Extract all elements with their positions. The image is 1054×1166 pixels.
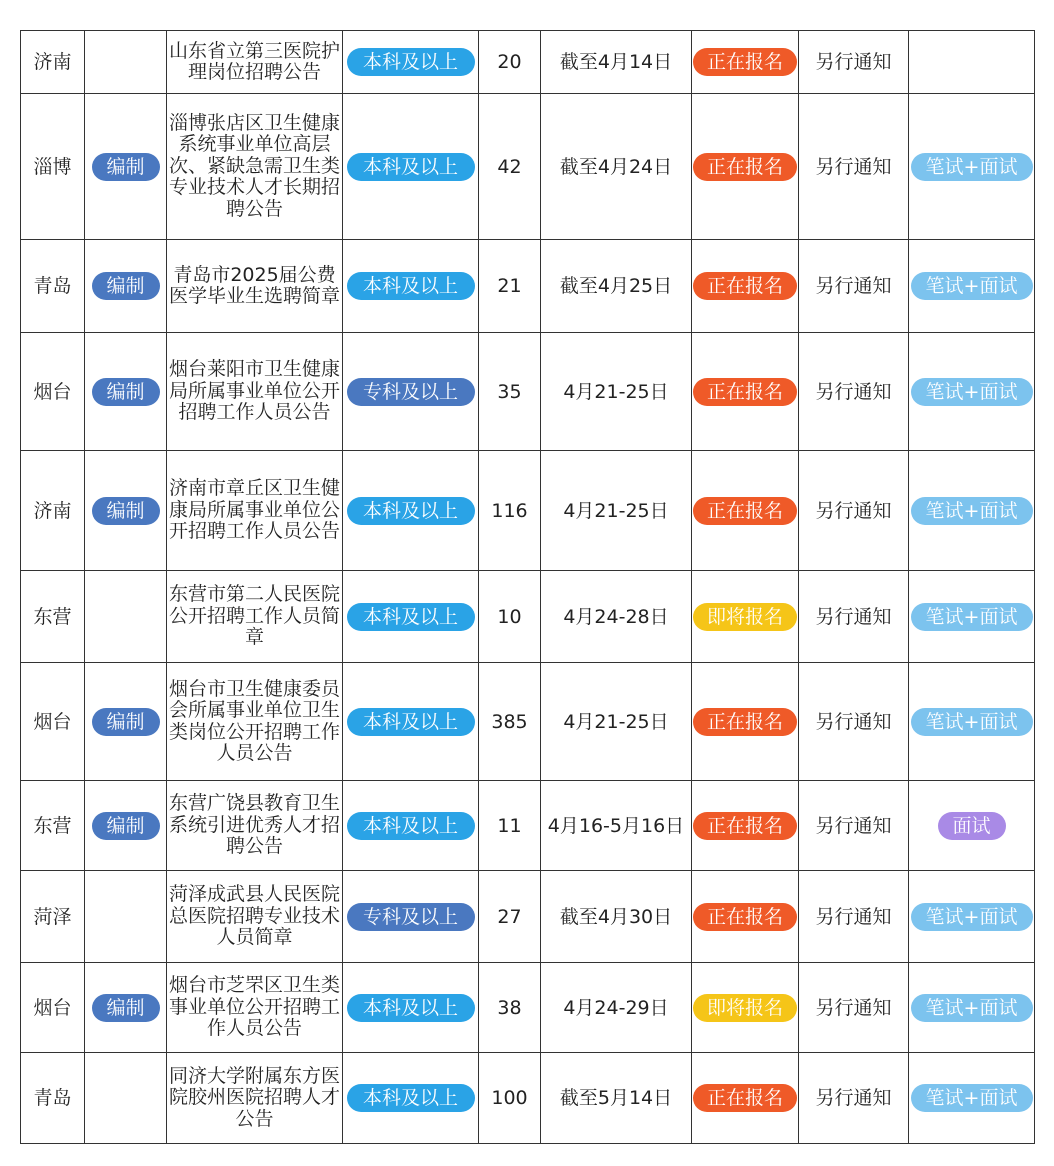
exam-type-badge: 面试: [938, 812, 1006, 840]
city-text: 烟台: [33, 996, 72, 1019]
headcount-cell: [479, 571, 541, 663]
exam-type-badge: 笔试+面试: [911, 994, 1033, 1022]
status-badge: 正在报名: [693, 272, 797, 300]
exam-type-badge: 笔试+面试: [911, 603, 1033, 631]
notice-cell: [799, 240, 909, 333]
headcount-text: 38: [497, 996, 522, 1019]
date-cell: [541, 963, 692, 1053]
headcount-cell: [479, 1053, 541, 1144]
notice-text: 另行通知: [815, 155, 892, 178]
exam-cell: [909, 1053, 1035, 1144]
exam-type-badge: 笔试+面试: [911, 497, 1033, 525]
date-cell: [541, 451, 692, 571]
announcement-title: 淄博张店区卫生健康系统事业单位高层次、紧缺急需卫生类专业技术人才长期招聘公告: [169, 111, 341, 220]
exam-type-badge: 笔试+面试: [911, 153, 1033, 181]
status-cell: [692, 663, 799, 781]
exam-type-badge: 笔试+面试: [911, 378, 1033, 406]
status-badge: 即将报名: [693, 994, 797, 1022]
city-cell: [21, 1053, 85, 1144]
table-row: [21, 663, 1035, 781]
date-cell: [541, 571, 692, 663]
title-cell: [167, 571, 343, 663]
bianzhi-badge: 编制: [92, 994, 160, 1022]
city-cell: [21, 571, 85, 663]
city-text: 淄博: [33, 155, 72, 178]
bianzhi-cell: [85, 333, 167, 451]
headcount-text: 27: [497, 905, 522, 928]
table-row: [21, 1053, 1035, 1144]
status-cell: [692, 451, 799, 571]
education-cell: [343, 333, 479, 451]
exam-type-badge: 笔试+面试: [911, 708, 1033, 736]
notice-text: 另行通知: [815, 51, 892, 73]
table-body: [21, 31, 1035, 1144]
exam-cell: [909, 963, 1035, 1053]
education-badge: 本科及以上: [347, 272, 475, 300]
city-text: 烟台: [33, 380, 72, 403]
headcount-text: 11: [497, 814, 522, 837]
education-badge: 本科及以上: [347, 48, 475, 76]
education-cell: [343, 663, 479, 781]
registration-date: 4月24-28日: [563, 605, 669, 628]
headcount-text: 42: [497, 155, 522, 178]
bianzhi-badge: 编制: [92, 812, 160, 840]
title-cell: [167, 781, 343, 871]
headcount-text: 10: [497, 605, 522, 628]
date-cell: [541, 94, 692, 240]
headcount-text: 21: [497, 275, 522, 297]
notice-cell: [799, 94, 909, 240]
headcount-cell: [479, 781, 541, 871]
announcement-title: 烟台莱阳市卫生健康局所属事业单位公开招聘工作人员公告: [169, 358, 341, 424]
announcement-title: 东营市第二人民医院公开招聘工作人员简章: [169, 583, 341, 649]
status-badge: 即将报名: [693, 603, 797, 631]
status-badge: 正在报名: [693, 497, 797, 525]
title-cell: [167, 663, 343, 781]
education-badge: 本科及以上: [347, 497, 475, 525]
registration-date: 截至5月14日: [559, 1087, 673, 1109]
education-badge: 专科及以上: [347, 903, 475, 931]
city-cell: [21, 963, 85, 1053]
city-cell: [21, 333, 85, 451]
headcount-text: 385: [491, 710, 528, 733]
table-row: [21, 333, 1035, 451]
title-cell: [167, 240, 343, 333]
city-cell: [21, 31, 85, 94]
notice-text: 另行通知: [815, 710, 892, 733]
table-row: [21, 871, 1035, 963]
title-cell: [167, 963, 343, 1053]
status-cell: [692, 31, 799, 94]
bianzhi-cell: [85, 451, 167, 571]
education-cell: [343, 31, 479, 94]
bianzhi-cell: [85, 963, 167, 1053]
bianzhi-cell: [85, 571, 167, 663]
title-cell: [167, 333, 343, 451]
city-cell: [21, 451, 85, 571]
bianzhi-badge: 编制: [92, 708, 160, 736]
city-cell: [21, 871, 85, 963]
city-cell: [21, 240, 85, 333]
exam-cell: [909, 451, 1035, 571]
notice-cell: [799, 571, 909, 663]
title-cell: [167, 451, 343, 571]
headcount-cell: [479, 240, 541, 333]
education-badge: 本科及以上: [347, 153, 475, 181]
exam-cell: [909, 663, 1035, 781]
table-row: [21, 240, 1035, 333]
exam-cell: [909, 94, 1035, 240]
bianzhi-cell: [85, 94, 167, 240]
table-row: [21, 451, 1035, 571]
exam-cell: [909, 240, 1035, 333]
education-cell: [343, 451, 479, 571]
registration-date: 截至4月30日: [559, 905, 673, 928]
status-cell: [692, 963, 799, 1053]
bianzhi-cell: [85, 781, 167, 871]
exam-cell: [909, 571, 1035, 663]
exam-type-badge: 笔试+面试: [911, 272, 1033, 300]
headcount-text: 100: [491, 1087, 528, 1109]
registration-date: 截至4月14日: [559, 51, 673, 73]
status-cell: [692, 571, 799, 663]
exam-cell: [909, 333, 1035, 451]
notice-text: 另行通知: [815, 605, 892, 628]
city-text: 青岛: [33, 1087, 72, 1109]
date-cell: [541, 1053, 692, 1144]
exam-cell: [909, 871, 1035, 963]
bianzhi-badge: 编制: [92, 378, 160, 406]
headcount-cell: [479, 963, 541, 1053]
registration-date: 截至4月24日: [559, 155, 673, 178]
status-badge: 正在报名: [693, 48, 797, 76]
status-badge: 正在报名: [693, 903, 797, 931]
notice-text: 另行通知: [815, 380, 892, 403]
headcount-cell: [479, 333, 541, 451]
city-text: 菏泽: [33, 905, 72, 928]
status-cell: [692, 1053, 799, 1144]
status-badge: 正在报名: [693, 708, 797, 736]
education-badge: 本科及以上: [347, 708, 475, 736]
notice-text: 另行通知: [815, 814, 892, 837]
city-cell: [21, 94, 85, 240]
notice-cell: [799, 333, 909, 451]
date-cell: [541, 871, 692, 963]
status-cell: [692, 333, 799, 451]
title-cell: [167, 1053, 343, 1144]
date-cell: [541, 31, 692, 94]
bianzhi-badge: 编制: [92, 497, 160, 525]
announcement-title: 山东省立第三医院护理岗位招聘公告: [169, 39, 341, 83]
education-badge: 专科及以上: [347, 378, 475, 406]
bianzhi-cell: [85, 1053, 167, 1144]
table-row: [21, 94, 1035, 240]
education-cell: [343, 963, 479, 1053]
notice-cell: [799, 451, 909, 571]
notice-cell: [799, 1053, 909, 1144]
table-row: [21, 571, 1035, 663]
announcement-title: 东营广饶县教育卫生系统引进优秀人才招聘公告: [169, 792, 341, 858]
education-cell: [343, 94, 479, 240]
status-badge: 正在报名: [693, 1084, 797, 1112]
registration-date: 4月16-5月16日: [547, 814, 685, 837]
status-badge: 正在报名: [693, 812, 797, 840]
announcement-title: 青岛市2025届公费医学毕业生选聘简章: [169, 263, 341, 307]
bianzhi-badge: 编制: [92, 272, 160, 300]
title-cell: [167, 871, 343, 963]
registration-date: 4月21-25日: [563, 710, 669, 733]
headcount-text: 35: [497, 380, 522, 403]
announcement-title: 菏泽成武县人民医院总医院招聘专业技术人员简章: [169, 883, 341, 949]
headcount-text: 116: [491, 499, 528, 522]
status-cell: [692, 240, 799, 333]
exam-cell: [909, 781, 1035, 871]
city-cell: [21, 781, 85, 871]
notice-text: 另行通知: [815, 1087, 892, 1109]
bianzhi-badge: 编制: [92, 153, 160, 181]
status-cell: [692, 94, 799, 240]
table-row: [21, 963, 1035, 1053]
notice-text: 另行通知: [815, 499, 892, 522]
city-cell: [21, 663, 85, 781]
status-cell: [692, 781, 799, 871]
status-badge: 正在报名: [693, 153, 797, 181]
date-cell: [541, 333, 692, 451]
education-cell: [343, 240, 479, 333]
education-badge: 本科及以上: [347, 994, 475, 1022]
status-badge: 正在报名: [693, 378, 797, 406]
notice-text: 另行通知: [815, 905, 892, 928]
notice-text: 另行通知: [815, 996, 892, 1019]
registration-date: 4月21-25日: [563, 499, 669, 522]
announcement-title: 济南市章丘区卫生健康局所属事业单位公开招聘工作人员公告: [169, 477, 341, 543]
announcement-title: 烟台市卫生健康委员会所属事业单位卫生类岗位公开招聘工作人员公告: [169, 677, 341, 764]
registration-date: 4月21-25日: [563, 380, 669, 403]
exam-type-badge: 笔试+面试: [911, 903, 1033, 931]
headcount-text: 20: [497, 51, 522, 73]
bianzhi-cell: [85, 31, 167, 94]
recruitment-table-container: [20, 30, 1035, 1144]
table-row: [21, 31, 1035, 94]
education-cell: [343, 871, 479, 963]
education-cell: [343, 1053, 479, 1144]
date-cell: [541, 781, 692, 871]
education-badge: 本科及以上: [347, 1084, 475, 1112]
city-text: 东营: [33, 605, 72, 628]
table-row: [21, 781, 1035, 871]
bianzhi-cell: [85, 663, 167, 781]
exam-cell: [909, 31, 1035, 94]
education-cell: [343, 571, 479, 663]
headcount-cell: [479, 94, 541, 240]
headcount-cell: [479, 31, 541, 94]
city-text: 烟台: [33, 710, 72, 733]
city-text: 东营: [33, 814, 72, 837]
announcement-title: 同济大学附属东方医院胶州医院招聘人才公告: [169, 1064, 341, 1130]
notice-cell: [799, 871, 909, 963]
title-cell: [167, 94, 343, 240]
education-badge: 本科及以上: [347, 603, 475, 631]
date-cell: [541, 240, 692, 333]
headcount-cell: [479, 663, 541, 781]
headcount-cell: [479, 871, 541, 963]
notice-cell: [799, 781, 909, 871]
announcement-title: 烟台市芝罘区卫生类事业单位公开招聘工作人员公告: [169, 974, 341, 1040]
exam-type-badge: 笔试+面试: [911, 1084, 1033, 1112]
city-text: 青岛: [33, 275, 72, 297]
title-cell: [167, 31, 343, 94]
notice-text: 另行通知: [815, 275, 892, 297]
education-badge: 本科及以上: [347, 812, 475, 840]
registration-date: 4月24-29日: [563, 996, 669, 1019]
bianzhi-cell: [85, 871, 167, 963]
city-text: 济南: [33, 51, 72, 73]
notice-cell: [799, 31, 909, 94]
registration-date: 截至4月25日: [559, 275, 673, 297]
recruitment-table: [20, 30, 1035, 1144]
date-cell: [541, 663, 692, 781]
headcount-cell: [479, 451, 541, 571]
notice-cell: [799, 663, 909, 781]
notice-cell: [799, 963, 909, 1053]
city-text: 济南: [33, 499, 72, 522]
education-cell: [343, 781, 479, 871]
bianzhi-cell: [85, 240, 167, 333]
status-cell: [692, 871, 799, 963]
